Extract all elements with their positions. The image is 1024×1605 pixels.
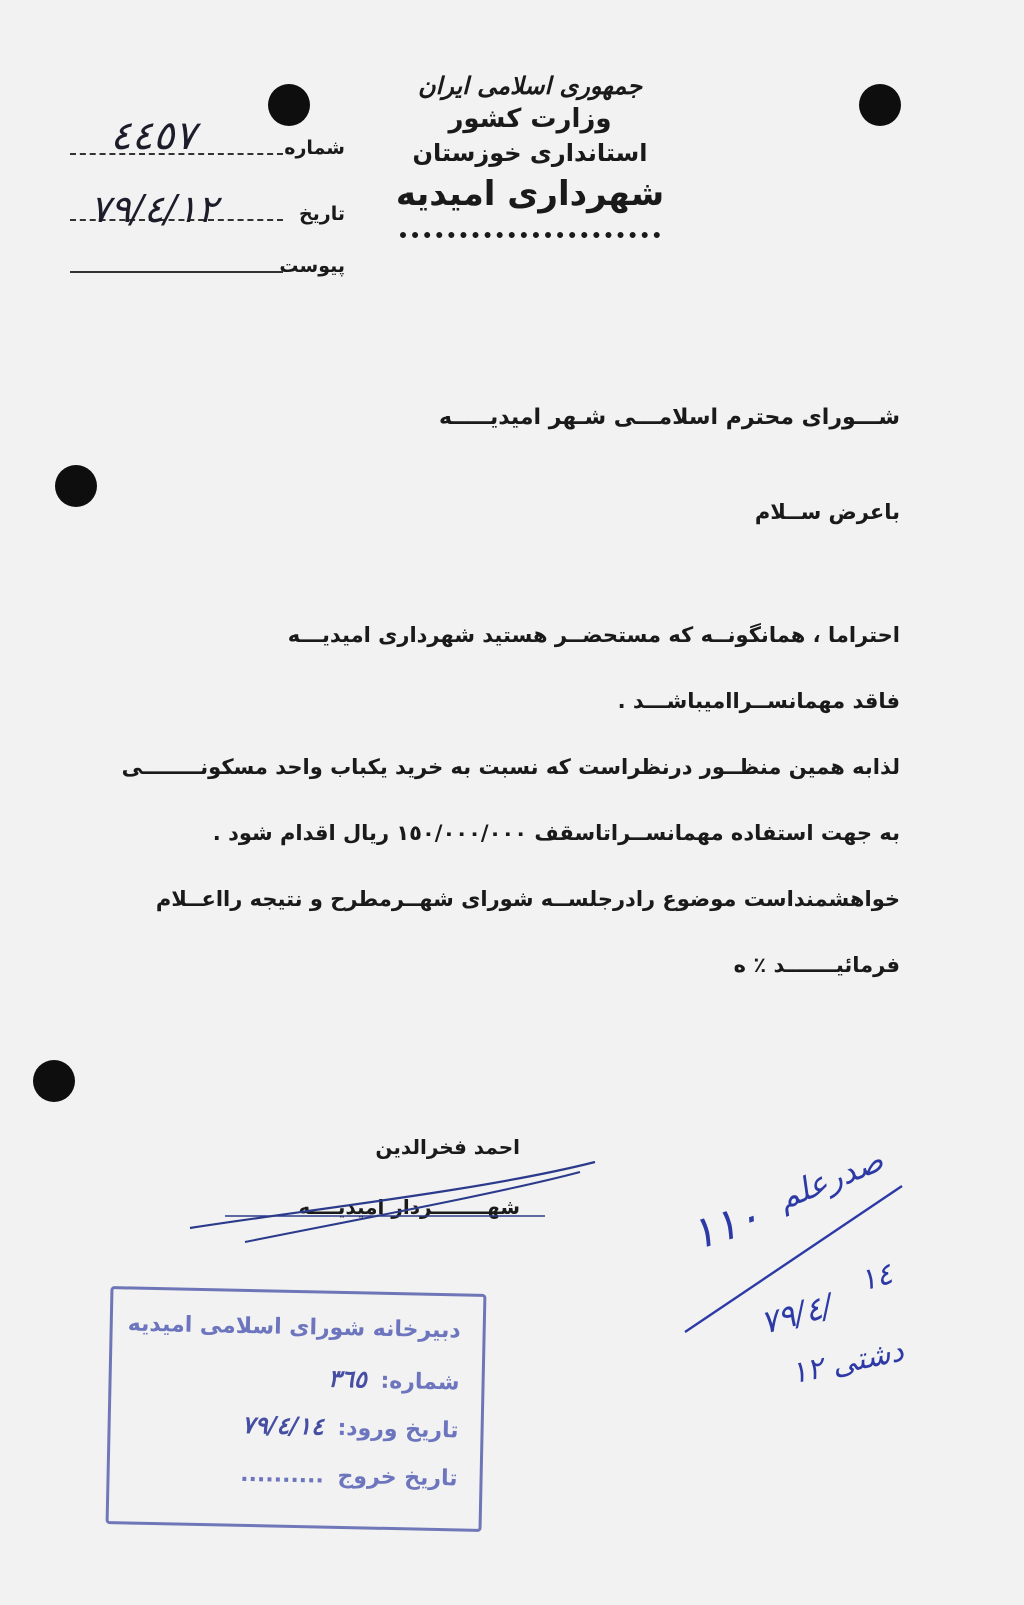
greeting: باعرض ســلام: [754, 500, 900, 524]
letterhead-municipality: شهرداری امیدیه: [395, 173, 665, 214]
meta-number-row: [70, 95, 345, 161]
body-line: احتراما ، همانگونــه که مستحضــر هستید شهرداری امیدیـــه: [287, 623, 900, 647]
letterhead-province: استانداری خوزستان: [412, 139, 648, 168]
stamp-entry-date-label: تاریخ ورود:: [337, 1415, 459, 1444]
stamp-exit-date-label: تاریخ خروج: [337, 1463, 458, 1492]
punch-hole-top-right: [859, 84, 901, 126]
annotation-note: صدرعلم: [771, 1140, 889, 1218]
letterhead-republic: جمهوری اسلامی ایران: [417, 71, 643, 100]
annotation-day: ١٤: [856, 1256, 897, 1299]
number-label: شماره: [284, 137, 345, 159]
punch-hole-lower: [33, 1060, 75, 1102]
date-value: ٧٩/٤/١٢: [90, 187, 218, 231]
body-line: فاقد مهمانســراامیباشـــد .: [617, 689, 900, 713]
body-line: فرمائیـــــــد ٪ ه: [733, 953, 900, 977]
annotation-sign: دشتی ١٢: [787, 1333, 907, 1392]
body-line: خواهشمنداست موضوع رادرجلســه شورای شهــرمطرح و نتیجه رااعــلام: [155, 887, 900, 911]
letter-body: [120, 405, 900, 998]
signer-name: احمد فخرالدین: [375, 1135, 520, 1159]
meta-date-row: [70, 161, 345, 231]
stamp-exit-date-row: تاریخ خروج ..........: [240, 1461, 458, 1492]
attachment-label: پیوست: [279, 255, 345, 277]
punch-hole-middle: [55, 465, 97, 507]
letterhead: [370, 70, 690, 238]
meta-attachment-row: [70, 227, 345, 279]
received-stamp: [106, 1286, 487, 1532]
letter-meta: [70, 95, 345, 279]
stamp-entry-date-row: [242, 1410, 459, 1444]
annotation-date: ٧٩/٤/: [756, 1286, 837, 1342]
letterhead-ministry: وزارت کشور: [448, 104, 612, 135]
recipient: شـــورای محترم اسلامـــی شـهر امیدیـــــه: [439, 405, 900, 430]
letter-paragraph: [120, 602, 900, 998]
stamp-number-value: ٣٦٥: [327, 1363, 368, 1394]
stamp-title: دبیرخانه شورای اسلامی امیدیه: [127, 1311, 461, 1344]
signature-strokes: [185, 1150, 605, 1250]
date-label: تاریخ: [298, 203, 345, 225]
stamp-number-label: شماره:: [380, 1368, 460, 1396]
body-line: لذابه همین منظــور درنظراست که نسبت به خرید یکباب واحد مسکونــــــــی: [121, 755, 900, 779]
signer-title: شهــــــــردار امیدیــــه: [298, 1195, 520, 1219]
letterhead-dotted-divider: [400, 232, 660, 238]
annotation-number: ١١٠: [683, 1190, 768, 1261]
stamp-entry-date-value: ٧٩/٤/١٤: [241, 1409, 325, 1441]
stamp-number-row: [328, 1364, 460, 1396]
number-value: ٤٤٥٧: [110, 113, 196, 159]
body-line: به جهت استفاده مهمانســراتاسقف ١٥٠/٠٠٠/٠٠٠ ریال اقدام شود .: [212, 821, 900, 845]
attachment-line: [70, 271, 283, 273]
